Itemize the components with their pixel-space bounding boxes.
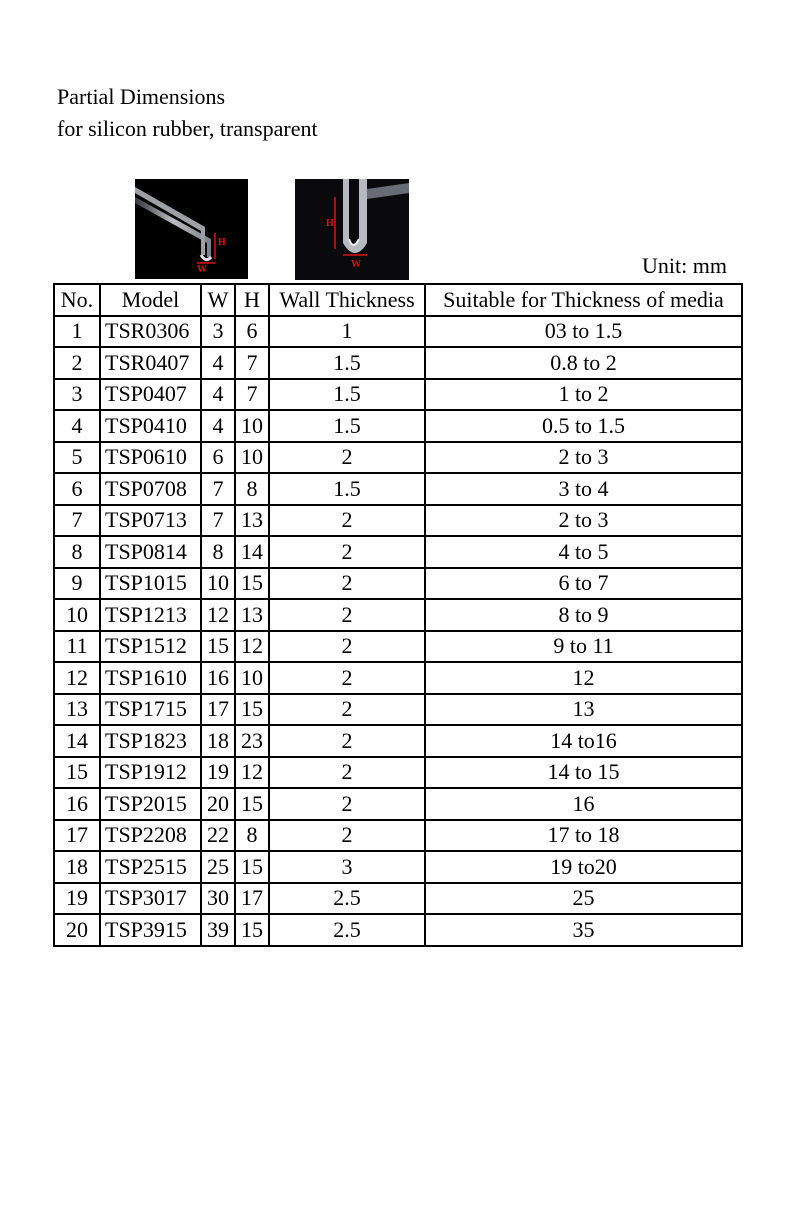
table-row — [54, 599, 742, 631]
cell-no: 6 — [54, 473, 100, 505]
table-row — [54, 473, 742, 505]
cell-h: 13 — [235, 599, 269, 631]
cell-model: TSP1912 — [100, 757, 201, 789]
cell-no: 11 — [54, 631, 100, 663]
cell-w: 18 — [201, 725, 235, 757]
cell-w: 25 — [201, 851, 235, 883]
cell-w: 17 — [201, 694, 235, 726]
cell-model: TSP1610 — [100, 662, 201, 694]
table-row — [54, 442, 742, 474]
cell-h: 23 — [235, 725, 269, 757]
cell-media-thickness: 17 to 18 — [425, 820, 742, 852]
cell-no: 18 — [54, 851, 100, 883]
svg-text:H: H — [326, 218, 334, 229]
cell-wall-thickness: 3 — [269, 851, 425, 883]
cell-model: TSP0407 — [100, 379, 201, 411]
cell-wall-thickness: 1 — [269, 316, 425, 348]
svg-text:W: W — [197, 264, 207, 275]
table-row — [54, 536, 742, 568]
cell-wall-thickness: 2 — [269, 536, 425, 568]
cell-no: 14 — [54, 725, 100, 757]
cell-model: TSP0708 — [100, 473, 201, 505]
cell-no: 5 — [54, 442, 100, 474]
cell-model: TSP1823 — [100, 725, 201, 757]
cell-media-thickness: 14 to16 — [425, 725, 742, 757]
header-wall-thickness: Wall Thickness — [269, 284, 425, 316]
cell-h: 8 — [235, 473, 269, 505]
svg-text:W: W — [351, 259, 361, 270]
page-subtitle: for silicon rubber, transparent — [57, 116, 318, 141]
cell-media-thickness: 0.8 to 2 — [425, 347, 742, 379]
cell-h: 12 — [235, 757, 269, 789]
cell-h: 10 — [235, 410, 269, 442]
cell-wall-thickness: 2 — [269, 599, 425, 631]
u-channel-illustration-2 — [295, 179, 409, 280]
cell-no: 2 — [54, 347, 100, 379]
cell-wall-thickness: 2 — [269, 568, 425, 600]
cell-model: TSP2015 — [100, 788, 201, 820]
table-row — [54, 631, 742, 663]
cell-model: TSP2208 — [100, 820, 201, 852]
table-row — [54, 662, 742, 694]
table-row — [54, 410, 742, 442]
cell-media-thickness: 13 — [425, 694, 742, 726]
cell-wall-thickness: 2 — [269, 442, 425, 474]
cell-model: TSP1213 — [100, 599, 201, 631]
table-row — [54, 379, 742, 411]
cell-wall-thickness: 2 — [269, 788, 425, 820]
cell-model: TSP1715 — [100, 694, 201, 726]
cell-w: 12 — [201, 599, 235, 631]
cell-media-thickness: 19 to20 — [425, 851, 742, 883]
cell-no: 12 — [54, 662, 100, 694]
product-photo-side-view — [135, 179, 248, 279]
cell-h: 7 — [235, 379, 269, 411]
header-model: Model — [100, 284, 201, 316]
cell-media-thickness: 8 to 9 — [425, 599, 742, 631]
cell-model: TSP0610 — [100, 442, 201, 474]
table-row — [54, 568, 742, 600]
cell-wall-thickness: 2 — [269, 662, 425, 694]
cell-w: 8 — [201, 536, 235, 568]
cell-model: TSP3017 — [100, 883, 201, 915]
u-channel-illustration-1 — [135, 179, 248, 279]
cell-w: 3 — [201, 316, 235, 348]
cell-model: TSP2515 — [100, 851, 201, 883]
cell-w: 39 — [201, 914, 235, 946]
cell-no: 17 — [54, 820, 100, 852]
cell-h: 10 — [235, 442, 269, 474]
cell-media-thickness: 0.5 to 1.5 — [425, 410, 742, 442]
cell-h: 10 — [235, 662, 269, 694]
cell-w: 30 — [201, 883, 235, 915]
cell-model: TSR0407 — [100, 347, 201, 379]
cell-wall-thickness: 2 — [269, 505, 425, 537]
cell-no: 1 — [54, 316, 100, 348]
cell-w: 6 — [201, 442, 235, 474]
table-row — [54, 914, 742, 946]
cell-media-thickness: 9 to 11 — [425, 631, 742, 663]
cell-media-thickness: 6 to 7 — [425, 568, 742, 600]
cell-no: 8 — [54, 536, 100, 568]
cell-media-thickness: 2 to 3 — [425, 505, 742, 537]
cell-h: 13 — [235, 505, 269, 537]
table-row — [54, 820, 742, 852]
cell-media-thickness: 12 — [425, 662, 742, 694]
cell-wall-thickness: 2.5 — [269, 883, 425, 915]
cell-w: 19 — [201, 757, 235, 789]
cell-w: 4 — [201, 379, 235, 411]
cell-media-thickness: 2 to 3 — [425, 442, 742, 474]
cell-media-thickness: 3 to 4 — [425, 473, 742, 505]
cell-w: 4 — [201, 410, 235, 442]
cell-model: TSP0410 — [100, 410, 201, 442]
cell-w: 22 — [201, 820, 235, 852]
cell-wall-thickness: 1.5 — [269, 410, 425, 442]
table-row — [54, 316, 742, 348]
cell-w: 7 — [201, 505, 235, 537]
cell-h: 6 — [235, 316, 269, 348]
cell-model: TSP0713 — [100, 505, 201, 537]
cell-h: 15 — [235, 694, 269, 726]
cell-wall-thickness: 2 — [269, 820, 425, 852]
cell-wall-thickness: 2 — [269, 757, 425, 789]
cell-no: 20 — [54, 914, 100, 946]
table-header-row — [54, 284, 742, 316]
cell-media-thickness: 35 — [425, 914, 742, 946]
cell-wall-thickness: 1.5 — [269, 347, 425, 379]
cell-no: 16 — [54, 788, 100, 820]
header-media-thickness: Suitable for Thickness of media — [425, 284, 742, 316]
cell-no: 19 — [54, 883, 100, 915]
cell-wall-thickness: 1.5 — [269, 473, 425, 505]
cell-h: 7 — [235, 347, 269, 379]
cell-wall-thickness: 1.5 — [269, 379, 425, 411]
cell-h: 15 — [235, 788, 269, 820]
table-row — [54, 788, 742, 820]
cell-h: 14 — [235, 536, 269, 568]
cell-w: 7 — [201, 473, 235, 505]
table-row — [54, 694, 742, 726]
cell-media-thickness: 03 to 1.5 — [425, 316, 742, 348]
cell-h: 17 — [235, 883, 269, 915]
cell-wall-thickness: 2 — [269, 725, 425, 757]
header-no: No. — [54, 284, 100, 316]
cell-w: 4 — [201, 347, 235, 379]
table-row — [54, 851, 742, 883]
header-w: W — [201, 284, 235, 316]
cell-media-thickness: 4 to 5 — [425, 536, 742, 568]
cell-no: 10 — [54, 599, 100, 631]
cell-w: 16 — [201, 662, 235, 694]
cell-model: TSP3915 — [100, 914, 201, 946]
cell-h: 15 — [235, 914, 269, 946]
cell-no: 9 — [54, 568, 100, 600]
product-photo-end-view — [295, 179, 409, 280]
cell-no: 7 — [54, 505, 100, 537]
cell-model: TSR0306 — [100, 316, 201, 348]
cell-h: 8 — [235, 820, 269, 852]
cell-h: 12 — [235, 631, 269, 663]
svg-text:H: H — [218, 237, 226, 248]
cell-wall-thickness: 2.5 — [269, 914, 425, 946]
page-title: Partial Dimensions — [57, 84, 226, 109]
cell-h: 15 — [235, 568, 269, 600]
table-body — [54, 316, 742, 946]
table-row — [54, 725, 742, 757]
table-row — [54, 757, 742, 789]
table-row — [54, 883, 742, 915]
cell-media-thickness: 16 — [425, 788, 742, 820]
cell-media-thickness: 14 to 15 — [425, 757, 742, 789]
table-row — [54, 505, 742, 537]
table-row — [54, 347, 742, 379]
cell-media-thickness: 25 — [425, 883, 742, 915]
cell-no: 4 — [54, 410, 100, 442]
cell-media-thickness: 1 to 2 — [425, 379, 742, 411]
cell-wall-thickness: 2 — [269, 694, 425, 726]
cell-wall-thickness: 2 — [269, 631, 425, 663]
cell-model: TSP0814 — [100, 536, 201, 568]
cell-w: 20 — [201, 788, 235, 820]
dimensions-table — [53, 283, 743, 947]
header-h: H — [235, 284, 269, 316]
cell-w: 10 — [201, 568, 235, 600]
cell-model: TSP1015 — [100, 568, 201, 600]
cell-w: 15 — [201, 631, 235, 663]
cell-no: 13 — [54, 694, 100, 726]
cell-no: 15 — [54, 757, 100, 789]
cell-model: TSP1512 — [100, 631, 201, 663]
unit-label: Unit: mm — [642, 253, 727, 278]
cell-h: 15 — [235, 851, 269, 883]
cell-no: 3 — [54, 379, 100, 411]
